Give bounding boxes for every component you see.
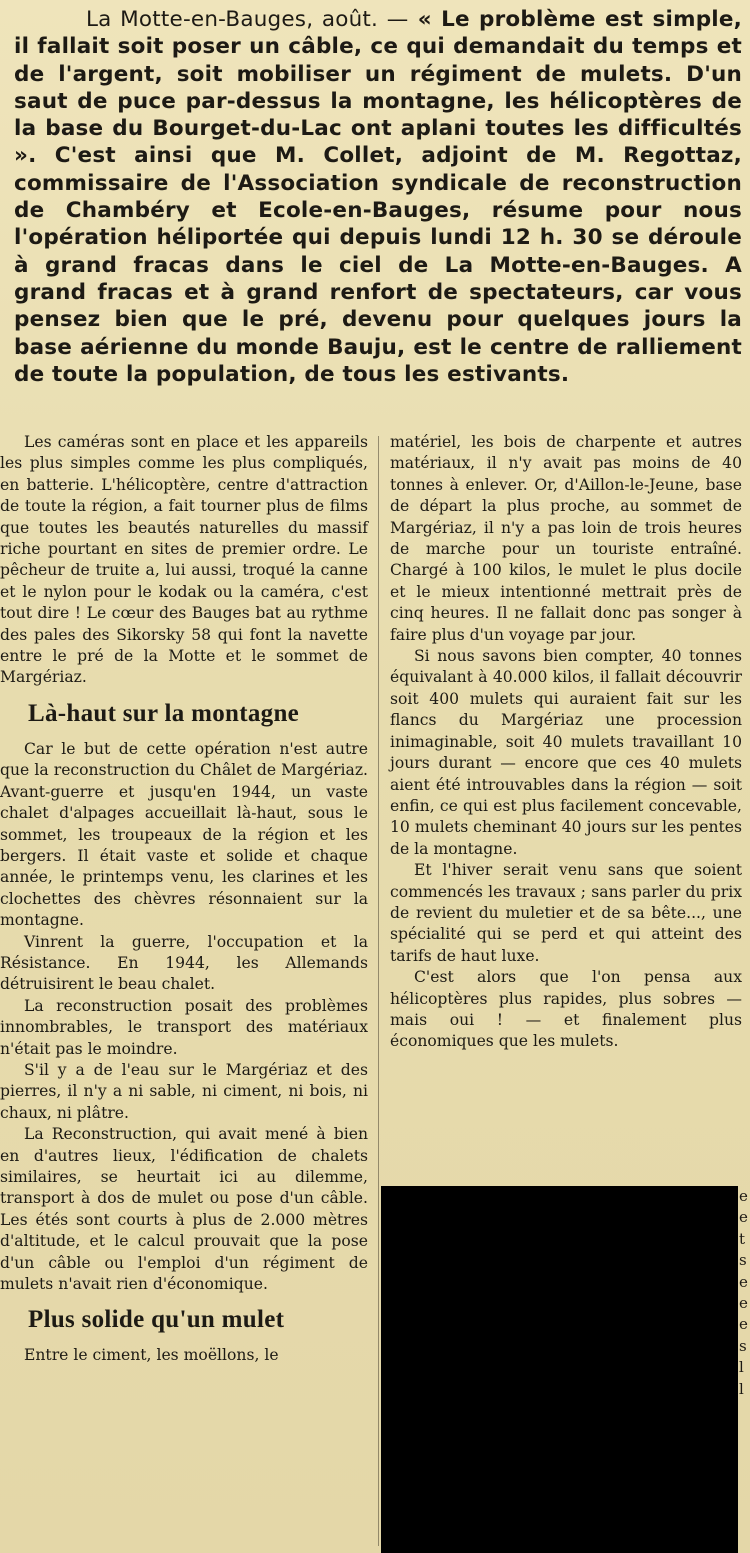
lead-text: « Le problème est simple, il fallait soit poser un câble, ce qui demandait du temps et de l'argent, soit mobiliser un régiment de mulets. D'un saut de puce par-dessus la montagne, les hélicoptères de la base du Bourget-du-Lac ont aplani toutes les difficultés ». C'est ainsi que M. Collet, adjoint de M. Regottaz, commissaire de l'Association syndicale de reconstruction de Chambéry et Ecole-en-Bauges, résume pour nous l'opération héliportée qui depuis lundi 12 h. 30 se déroule à grand fracas dans le ciel de La Motte-en-Bauges. A grand fracas et à grand renfort de spectateurs, car vous pensez bien que le pré, devenu pour quelques jours la base aérienne du monde Bauju, est le centre de ralliement de toute la population, de tous les estivants.	[14, 7, 743, 387]
left-paragraph-1: Les caméras sont en place et les appareils les plus simples comme les plus compliqués, en batterie. L'hélicoptère, centre d'attraction de toute la région, a fait tourner plus de films que toutes les beautés naturelles du massif riche pourtant en sites de premier ordre. Le pêcheur de truite a, lui aussi, troqué la canne et le nylon pour le kodak ou la caméra, c'est tout dire ! Le cœur des Bauges bat au rythme des pales des Sikorsky 58 qui font la navette entre le pré de la Motte et le sommet de Margériaz.	[0, 433, 368, 687]
lead-paragraph	[14, 6, 742, 388]
right-paragraph-3: Et l'hiver serait venu sans que soient commencés les travaux ; sans parler du prix de revient du muletier et de sa bête..., une spécialité qui se perd et qui atteint des tarifs de haut luxe.	[390, 861, 742, 965]
right-paragraph-1: matériel, les bois de charpente et autres matériaux, il n'y avait pas moins de 40 tonnes à enlever. Or, d'Aillon-le-Jeune, base de départ la plus proche, au sommet de Margériaz, il n'y a pas loin de trois heures de marche pour un touriste entraîné. Chargé à 100 kilos, le mulet le plus docile et le mieux intentionné mettrait près de cinq heures. Il ne fallait donc pas songer à faire plus d'un voyage par jour.	[390, 433, 742, 644]
left-paragraph-2: Car le but de cette opération n'est autre que la reconstruction du Châlet de Margériaz. Avant-guerre et jusqu'en 1944, un vaste chalet d'alpages accueillait là-haut, sous le sommet, les troupeaux de la région et les bergers. Il était vaste et solide et chaque année, le printemps venu, les clarines et les clochettes des chèvres résonnaient sur la montagne.	[0, 739, 368, 930]
left-column	[0, 432, 368, 1367]
cut-off-text-edge: e e t s e e e s l l	[739, 1187, 748, 1398]
left-paragraph-3: Vinrent la guerre, l'occupation et la Résistance. En 1944, les Allemands détruisirent le beau chalet.	[0, 932, 368, 994]
right-paragraph-2: Si nous savons bien compter, 40 tonnes équivalant à 40.000 kilos, il fallait découvrir soit 400 mulets qui auraient fait sur les flancs du Margériaz une procession inimaginable, soit 40 mulets travaillant 10 jours durant — encore que ces 40 mulets aient été introuvables dans la région — soit enfin, ce qui est plus facilement concevable, 10 mulets cheminant 40 jours sur les pentes de la montagne.	[390, 647, 742, 858]
left-paragraph-6: La Reconstruction, qui avait mené à bien en d'autres lieux, l'édification de chalets similaires, se heurtait ici au dilemme, transport à dos de mulet ou pose d'un câble. Les étés sont courts à plus de 2.000 mètres d'altitude, et le calcul prouvait que la pose d'un câble ou l'emploi d'un régiment de mulets n'avait rien d'économique.	[0, 1125, 368, 1294]
left-paragraph-7: Entre le ciment, les moëllons, le	[24, 1346, 279, 1365]
right-paragraph-4: C'est alors que l'on pensa aux hélicoptères plus rapides, plus sobres — mais oui ! — et finalement plus économiques que les mulets.	[390, 968, 742, 1051]
left-paragraph-4: La reconstruction posait des problèmes innombrables, le transport des matériaux n'était pas le moindre.	[0, 996, 368, 1058]
subheading-plus-solide: Plus solide qu'un mulet	[28, 1306, 285, 1334]
dateline: La Motte-en-Bauges, août. —	[86, 7, 409, 32]
redaction-block	[381, 1186, 738, 1553]
subheading-la-haut: Là-haut sur la montagne	[28, 699, 300, 727]
right-column	[390, 432, 742, 1053]
left-paragraph-5: S'il y a de l'eau sur le Margériaz et des pierres, il n'y a ni sable, ni ciment, ni bois, ni chaux, ni plâtre.	[0, 1060, 368, 1122]
column-divider	[378, 436, 379, 1546]
